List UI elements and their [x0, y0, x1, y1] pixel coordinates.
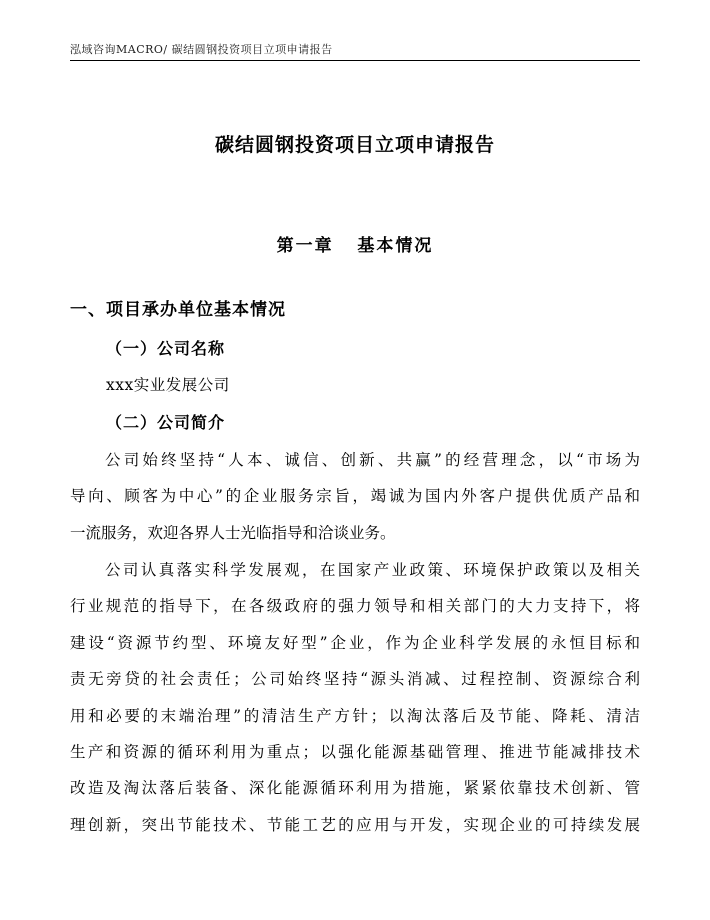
- company-name-text: xxx实业发展公司: [106, 376, 230, 394]
- paragraph-line: 公司认真落实科学发展观，在国家产业政策、环境保护政策以及相关: [105, 561, 640, 579]
- paragraph-line: 用和必要的末端治理”的清洁生产方针；以淘汰落后及节能、降耗、清洁: [70, 706, 640, 725]
- chapter-heading: 第一章 基本情况: [276, 236, 434, 256]
- paragraph-line: 公司始终坚持“人本、诚信、创新、共赢”的经营理念，以“市场为: [105, 451, 640, 469]
- paragraph-line: 行业规范的指导下，在各级政府的强力领导和相关部门的大力支持下，将: [70, 597, 640, 616]
- paragraph-1: [70, 442, 640, 551]
- paragraph-line: 理创新，突出节能技术、节能工艺的应用与开发，实现企业的可持续发展: [70, 815, 640, 834]
- running-header: 泓域咨询MACRO/ 碳结圆钢投资项目立项申请报告: [70, 43, 333, 56]
- subsection-heading-company-name: （一）公司名称: [106, 339, 226, 358]
- paragraph-line: 生产和资源的循环利用为重点；以强化能源基础管理、推进节能减排技术: [70, 742, 640, 761]
- paragraph-line: 一流服务，欢迎各界人士光临指导和洽谈业务。: [70, 523, 396, 542]
- paragraph-line: 责无旁贷的社会责任；公司始终坚持“源头消减、过程控制、资源综合利: [70, 670, 640, 689]
- paragraph-line: 导向、顾客为中心”的企业服务宗旨，竭诚为国内外客户提供优质产品和: [70, 487, 640, 506]
- paragraph-line: 改造及淘汰落后装备、深化能源循环利用为措施，紧紧依靠技术创新、管: [70, 779, 640, 798]
- section-heading: 一、项目承办单位基本情况: [70, 300, 286, 320]
- subsection-heading-company-profile: （二）公司简介: [106, 413, 226, 432]
- paragraph-2: [70, 552, 640, 843]
- document-title: 碳结圆钢投资项目立项申请报告: [214, 134, 495, 156]
- paragraph-line: 建设“资源节约型、环境友好型”企业，作为企业科学发展的永恒目标和: [70, 633, 640, 652]
- header-divider: [70, 60, 640, 61]
